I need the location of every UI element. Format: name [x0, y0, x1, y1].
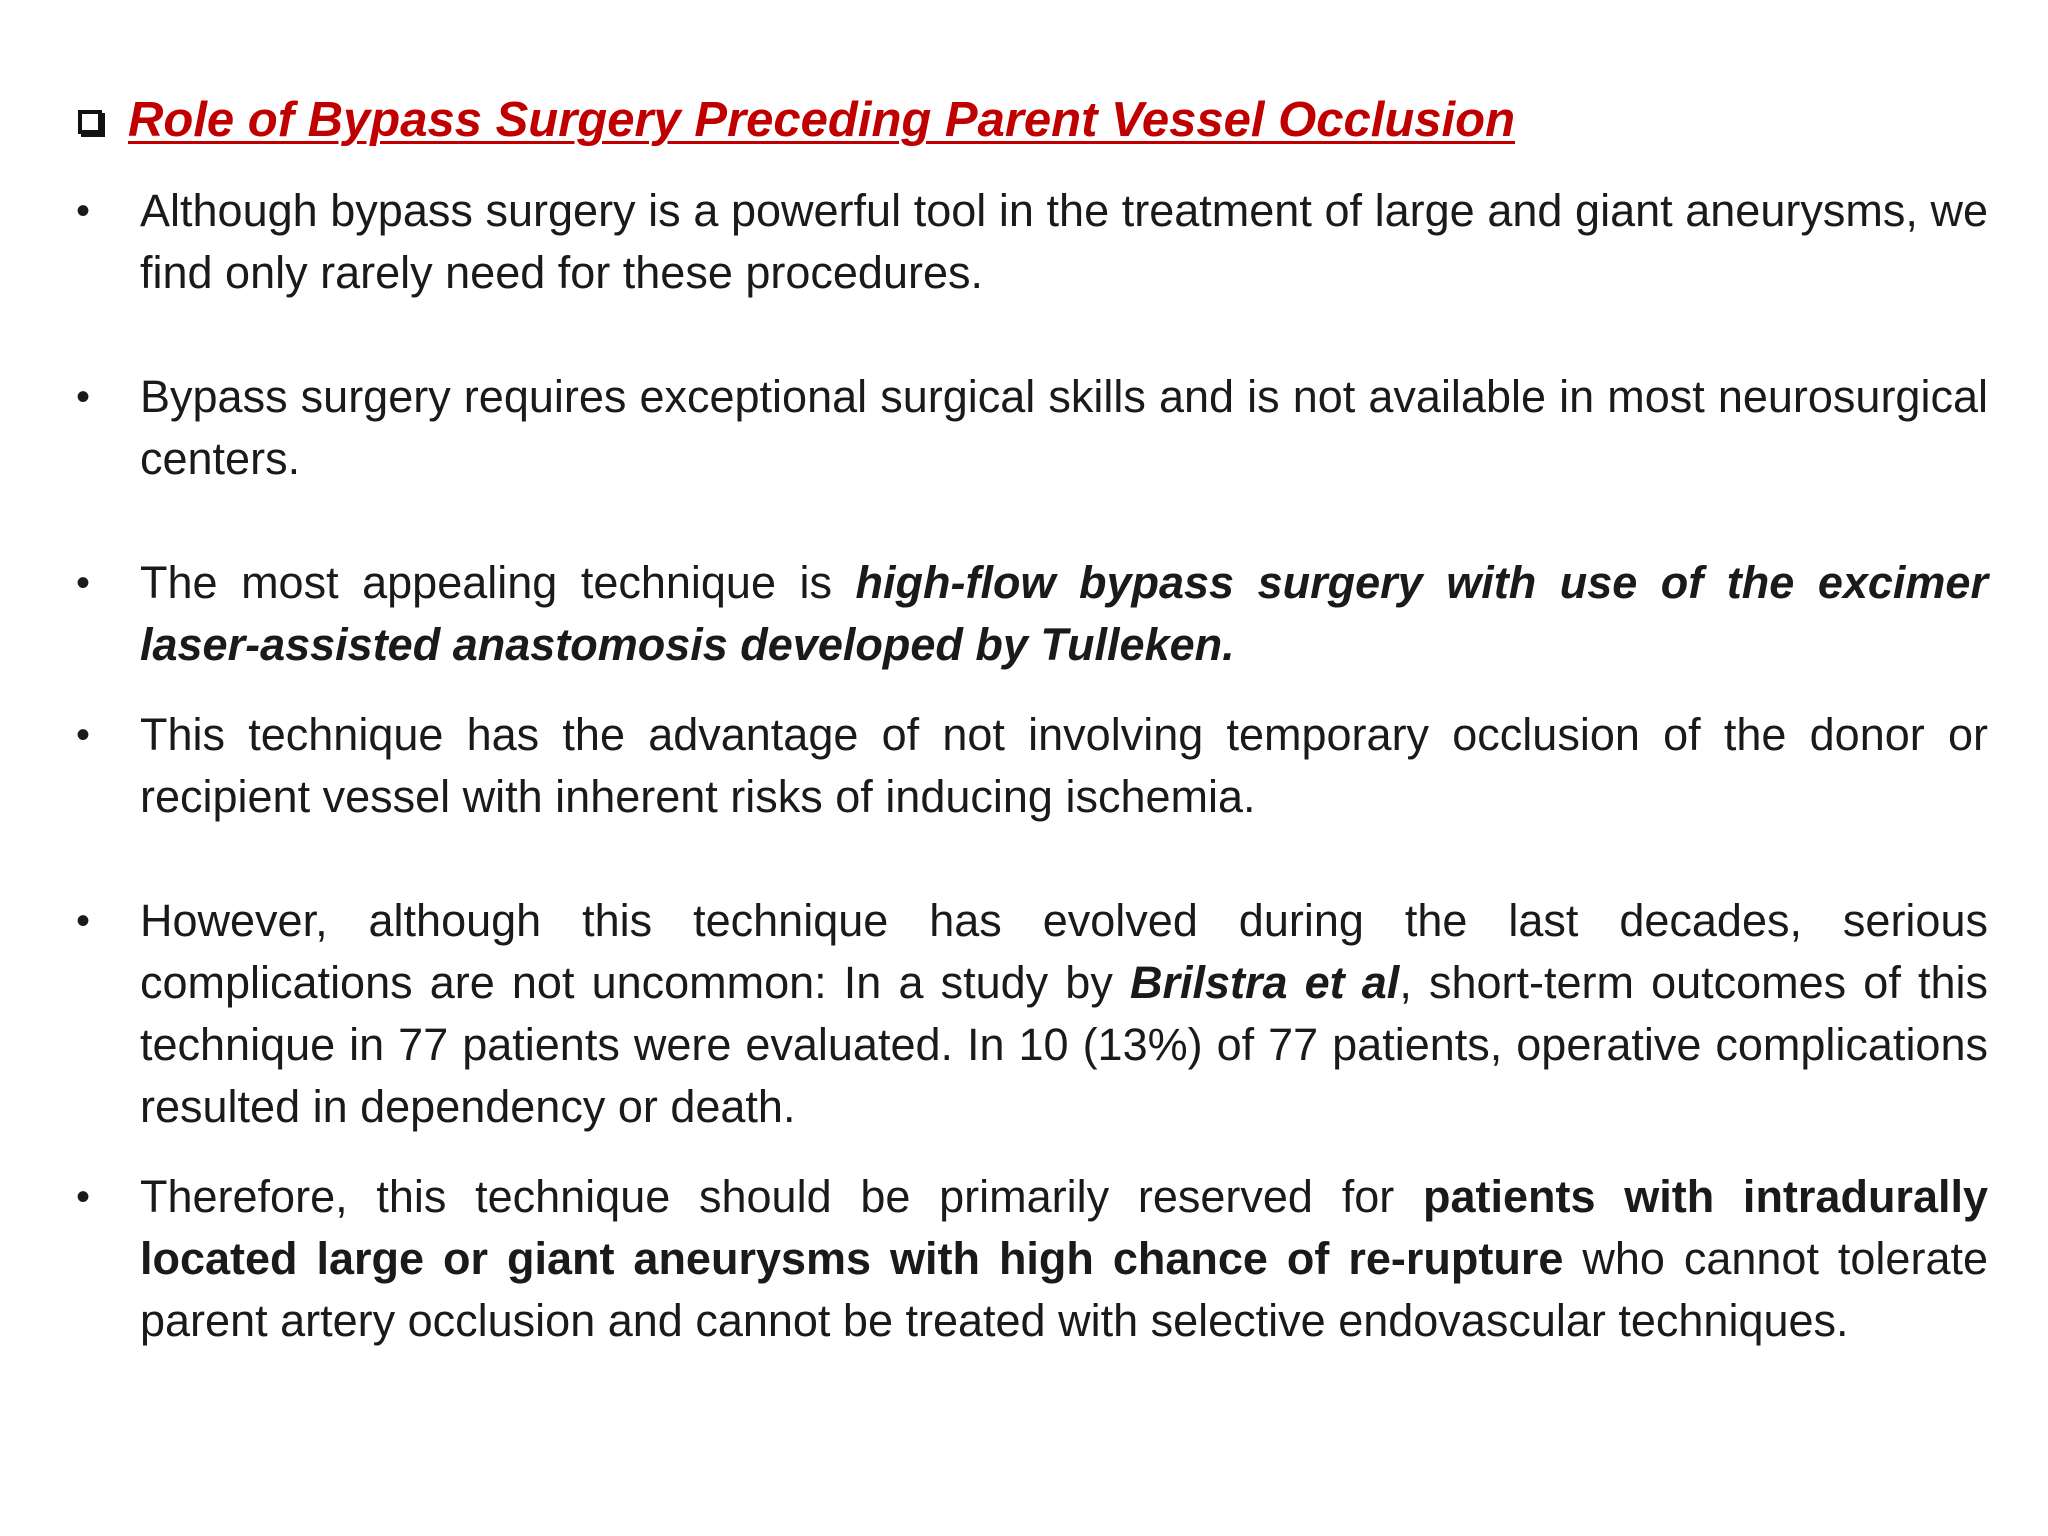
bullet-text: Bypass surgery requires exceptional surgical skills and is not available in most neurosurgical centers. [140, 371, 1988, 484]
bullet-citation: Brilstra et al [1129, 957, 1400, 1008]
bullet-dot: • [76, 189, 91, 233]
bullet-dot: • [76, 1175, 91, 1219]
bullet-dot: • [76, 713, 91, 757]
bullet-item-3 [76, 552, 1988, 676]
bullet-text: Therefore, this technique should be primarily reserved for [140, 1171, 1423, 1222]
bullet-emphasis: patients with intradurally located large or giant aneurysms with high chance of re-rupture [140, 1171, 1988, 1284]
checkbox-bullet-icon [78, 110, 102, 134]
bullet-text: Although bypass surgery is a powerful tool in the treatment of large and giant aneurysms, we find only rarely need for these procedures. [140, 185, 1988, 298]
bullet-text: This technique has the advantage of not involving temporary occlusion of the donor or recipient vessel with inherent risks of inducing ischemia. [140, 709, 1988, 822]
bullet-dot: • [76, 375, 91, 419]
bullet-item-4 [76, 704, 1988, 828]
slide-heading [78, 92, 1515, 148]
bullet-emphasis: high-flow bypass surgery with use of the excimer laser-assisted anastomosis developed by Tulleken. [140, 557, 1988, 670]
slide-title: Role of Bypass Surgery Preceding Parent Vessel Occlusion [128, 93, 1516, 147]
bullet-text-continued: who cannot tolerate parent artery occlusion and cannot be treated with selective endovascular techniques. [140, 1233, 1989, 1346]
bullet-dot: • [76, 899, 91, 943]
bullet-text: The most appealing technique is [140, 557, 856, 608]
bullet-dot: • [76, 561, 91, 605]
bullet-item-1 [76, 180, 1988, 304]
bullet-text-continued: , short-term outcomes of this technique in 77 patients were evaluated. In 10 (13%) of 77 patients, operative complications resulted in dependency or death. [140, 957, 1988, 1132]
bullet-item-6 [76, 1166, 1989, 1352]
bullet-item-2 [76, 366, 1988, 490]
bullet-text: However, although this technique has evolved during the last decades, serious complications are not uncommon: In a study by [140, 895, 1988, 1008]
bullet-item-5 [76, 890, 1988, 1138]
